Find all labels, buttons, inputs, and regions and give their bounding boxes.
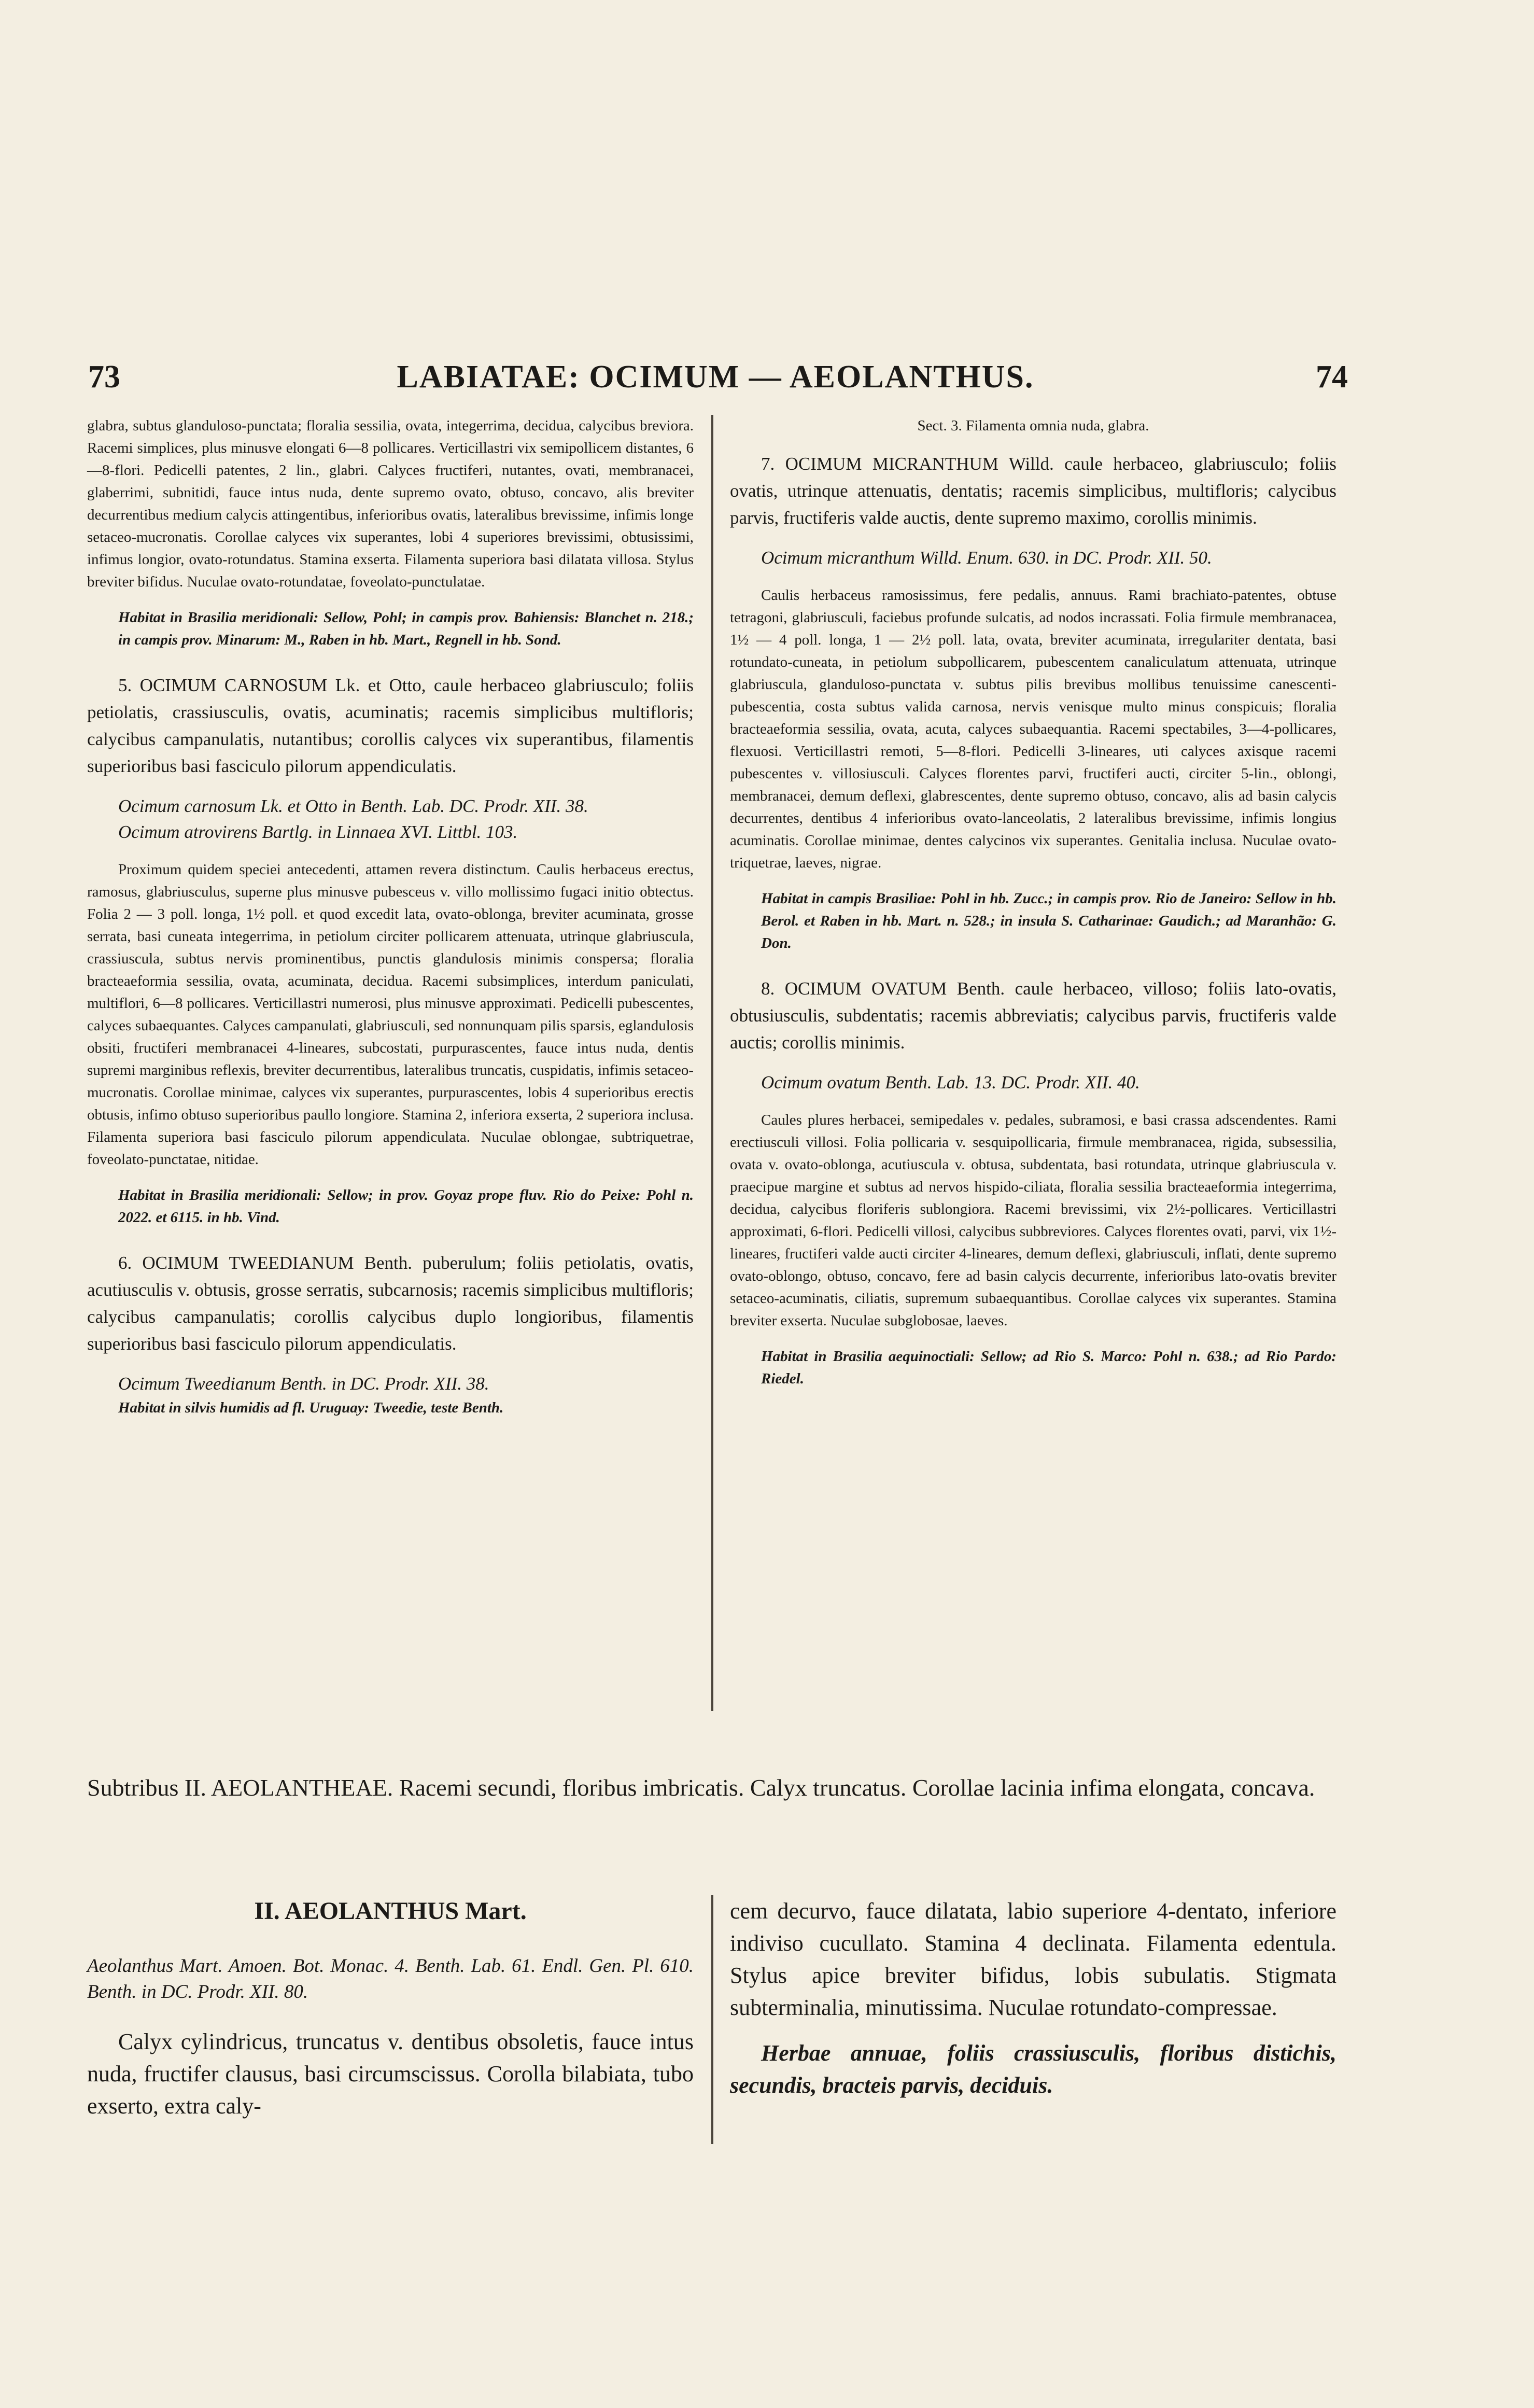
habitat-sp4: Habitat in Brasilia meridionali: Sellow, Pohl; in campis prov. Bahiensis: Blanchet n. 218.; in campis prov. Minarum: M., Raben in hb. Mart., Regnell in hb. Sond. xyxy=(118,609,694,648)
genus-description-1: Calyx cylindricus, truncatus v. dentibus obsoletis, fauce intus nuda, fructifer clausus, basi circumscissus. Corolla bilabiata, tubo exserto, extra caly- xyxy=(87,2029,694,2119)
species-7-habitat: Habitat in campis Brasiliae: Pohl in hb. Zucc.; in campis prov. Rio de Janeiro: Sellow in hb. Berol. et Raben in hb. Mart. n. 528.; in insula S. Catharinae: Gaudich.; ad Maranhão: G. Don. xyxy=(761,890,1336,951)
species-8-citation: Ocimum ovatum Benth. Lab. 13. DC. Prodr. XII. 40. xyxy=(761,1072,1140,1093)
page-header xyxy=(83,359,1348,405)
species-6-diagnosis: 6. OCIMUM TWEEDIANUM Benth. puberulum; foliis petiolatis, ovatis, acutiusculis v. obtusis, grosse serratis, subcarnosis; racemis simplicibus multifloris; calycibus campanulatis; corollis calycibus duplo longioribus, filamentis superioribus basi fasciculo pilorum appendiculatis. xyxy=(87,1253,694,1354)
species-6-citation: Ocimum Tweedianum Benth. in DC. Prodr. XII. 38. xyxy=(118,1374,489,1394)
species-7-diagnosis: 7. OCIMUM MICRANTHUM Willd. caule herbaceo, glabriusculo; foliis ovatis, utrinque attenuatis, dentatis; racemis simplicibus, multifloris; calycibus parvis, fructiferis valde auctis, dente supremo maximo, corollis minimis. xyxy=(730,454,1336,528)
column-divider-lower xyxy=(711,1895,713,2144)
genus-title: II. AEOLANTHUS Mart. xyxy=(254,1897,527,1925)
genus-citation: Aeolanthus Mart. Amoen. Bot. Monac. 4. Benth. Lab. 61. Endl. Gen. Pl. 610. Benth. in DC. Prodr. XII. 80. xyxy=(87,1955,694,2003)
right-column xyxy=(730,415,1336,1390)
section-heading: Sect. 3. Filamenta omnia nuda, glabra. xyxy=(917,417,1149,434)
column-divider xyxy=(711,415,713,1711)
subtribe-heading: Subtribus II. AEOLANTHEAE. Racemi secundi, floribus imbricatis. Calyx truncatus. Corollae lacinia infima elongata, concava. xyxy=(87,1774,1315,1801)
species-7-citation: Ocimum micranthum Willd. Enum. 630. in DC. Prodr. XII. 50. xyxy=(761,548,1212,568)
genus-description-2: cem decurvo, fauce dilatata, labio superiore 4-dentato, inferiore indiviso cucullato. Stamina 4 declinata. Filamenta edentula. Stylus apice breviter bifidus, lobis subulatis. Stigmata subterminalia, minutissima. Nuculae rotundato-compressae. xyxy=(730,1898,1336,2020)
page-number-right: 74 xyxy=(1316,359,1348,395)
genus-habit: Herbae annuae, foliis crassiusculis, floribus distichis, secundis, bracteis parvis, deciduis. xyxy=(730,2040,1336,2098)
species-5-citation-1: Ocimum carnosum Lk. et Otto in Benth. Lab. DC. Prodr. XII. 38. xyxy=(118,796,588,816)
species-8-description: Caules plures herbacei, semipedales v. pedales, subramosi, e basi crassa adscendentes. Rami erectiusculi villosi. Folia pollicaria v. sesquipollicaria, firmule membranacea, rigida, subsessilia, ovata v. ovato-oblonga, acutiuscula v. obtusa, subdentata, basi rotundata, utrinque glabriuscula v. praecipue margine et subtus ad nervos hispido-ciliata, floralia sessilia bracteaeformia integerrima, decidua, calycibus floriferis sublongiora. Racemi brevissimi, vix 2½-pollicares. Verticillastri approximati, 6-flori. Pedicelli villosi, calycibus subbreviores. Calyces florentes ovati, parvi, vix 1½-lineares, fructiferi valde aucti circiter 4-lineares, demum deflexi, glabriusculi, inflati, dente supremo ovato-oblongo, obtuso, concavo, fere ad basin calycis decurrente, inferioribus lato-ovatis breviter setaceo-acuminatis, ciliatis, supremum subaequantibus. Corollae calyces vix superantes. Stamina breviter exserta. Nuculae subglobosae, laeves. xyxy=(730,1112,1336,1329)
left-column xyxy=(87,415,694,1419)
species-7-description: Caulis herbaceus ramosissimus, fere pedalis, annuus. Rami brachiato-patentes, obtuse tetragoni, glabriusculi, faciebus profunde sulcatis, ad nodos incrassati. Folia firmule membranacea, 1½ — 4 poll. longa, 1 — 2½ poll. lata, ovata, breviter acuminata, irregulariter dentata, basi rotundato-cuneata, in petiolum subpollicarem, pubescentem canaliculatum attenuata, utrinque glabriuscula, glanduloso-punctata v. subtus pilis brevibus mollibus tenuissime canescenti-pubescentia, costa subtus valida carnosa, nervis venisque multo minus conspicuis; floralia bracteaeformia sessilia, ovata, acuta, calyces subaequantia. Racemi spectabiles, 3—4-pollicares, flexuosi. Verticillastri remoti, 5—8-flori. Pedicelli 3-lineares, uti calyces axisque racemi pubescentes v. villosiusculi. Calyces florentes parvi, fructiferi aucti, circiter 5-lin., oblongi, membranacei, demum deflexi, glabrescentes, dente supremo obtuso, concavo, alis ad basin calycis decurrentes, dentibus 4 inferioribus ovato-lanceolatis, 2 lateralibus brevissime, infimis longius acuminatis. Corollae minimae, dentes calycinos vix superantes. Genitalia inclusa. Nuculae ovato-triquetrae, laeves, nigrae. xyxy=(730,587,1336,871)
species-5-citation-2: Ocimum atrovirens Bartlg. in Linnaea XVI. Littbl. 103. xyxy=(118,822,518,842)
species-8-habitat: Habitat in Brasilia aequinoctiali: Sellow; ad Rio S. Marco: Pohl n. 638.; ad Rio Pardo: Riedel. xyxy=(761,1348,1336,1387)
genus-right-column xyxy=(730,1895,1336,2102)
species-5-description: Proximum quidem speciei antecedenti, attamen revera distinctum. Caulis herbaceus erectus, ramosus, glabriusculus, superne plus minusve pubesceus v. villo mollissimo fugaci initio obtectus. Folia 2 — 3 poll. longa, 1½ poll. et quod excedit lata, ovato-oblonga, breviter acuminata, grosse serrata, basi cuneata integerrima, in petiolum circiter pollicarem attenuata, utrinque glabriuscula, crassiuscula, subtus nervis prominentibus, punctis glandulosis minimis conspersa; floralia bracteaeformia sessilia, ovata, acuminata, decidua. Racemi subsimplices, interdum paniculati, multiflori, 6—8 pollicares. Verticillastri numerosi, plus minusve approximati. Pedicelli pubescentes, calyces subaequantes. Calyces campanulati, glabriusculi, sed nonnunquam pilis sparsis, eglandulosis obsiti, fructiferi membranacei 4-lineares, subcostati, purpurascentes, fauce intus nuda, dentis supremi marginibus reflexis, breviter decurrentibus, lateralibus truncatis, cuspidatis, infimis setaceo-mucronatis. Corollae minimae, calyces vix superantes, purpurascentes, lobis 4 superioribus erectis obtusis, infimo obtuso superioribus paullo longiore. Stamina 2, inferiora exserta, 2 superiora inclusa. Filamenta superiora basi fasciculo pilorum appendiculata. Nuculae oblongae, subtriquetrae, foveolato-punctatae, nitidae. xyxy=(87,861,694,1168)
species-5-habitat: Habitat in Brasilia meridionali: Sellow; in prov. Goyaz prope fluv. Rio do Peixe: Pohl n. 2022. et 6115. in hb. Vind. xyxy=(118,1187,694,1226)
species-5-diagnosis: 5. OCIMUM CARNOSUM Lk. et Otto, caule herbaceo glabriusculo; foliis petiolatis, crassiusculis, ovatis, acuminatis; racemis simplicibus multifloris; calycibus campanulatis, nutantibus; corollis calyces vix superantibus, filamentis superioribus basi fasciculo pilorum appendiculatis. xyxy=(87,675,694,776)
running-title: LABIATAE: OCIMUM — AEOLANTHUS. xyxy=(397,359,1034,395)
species-8-diagnosis: 8. OCIMUM OVATUM Benth. caule herbaceo, villoso; foliis lato-ovatis, obtusiusculis, subdentatis; racemis abbreviatis; calycibus parvis, fructiferis valde auctis; corollis minimis. xyxy=(730,978,1336,1053)
page-number-left: 73 xyxy=(88,359,120,395)
continued-description: glabra, subtus glanduloso-punctata; floralia sessilia, ovata, integerrima, decidua, calycibus breviora. Racemi simplices, plus minusve elongati 6—8 pollicares. Verticillastri vix semipollicem distantes, 6—8-flori. Pedicelli patentes, 2 lin., glabri. Calyces fructiferi, nutantes, ovati, membranacei, glaberrimi, subnitidi, fauce intus nuda, dente supremo ovato, obtuso, concavo, alis breviter decurrentibus medium calycis attingentibus, inferioribus ovatis, lateralibus brevissime, infimis longe setaceo-mucronatis. Corollae calyces vix superantes, lobi 4 superiores brevissimi, obtusissimi, infimus longior, ovato-rotundatus. Stamina exserta. Filamenta superiora basi dilatata villosa. Stylus breviter bifidus. Nuculae ovato-rotundatae, foveolato-punctulatae. xyxy=(87,417,694,590)
genus-left-column xyxy=(87,1895,694,2122)
species-6-habitat: Habitat in silvis humidis ad fl. Uruguay: Tweedie, teste Benth. xyxy=(118,1399,504,1416)
